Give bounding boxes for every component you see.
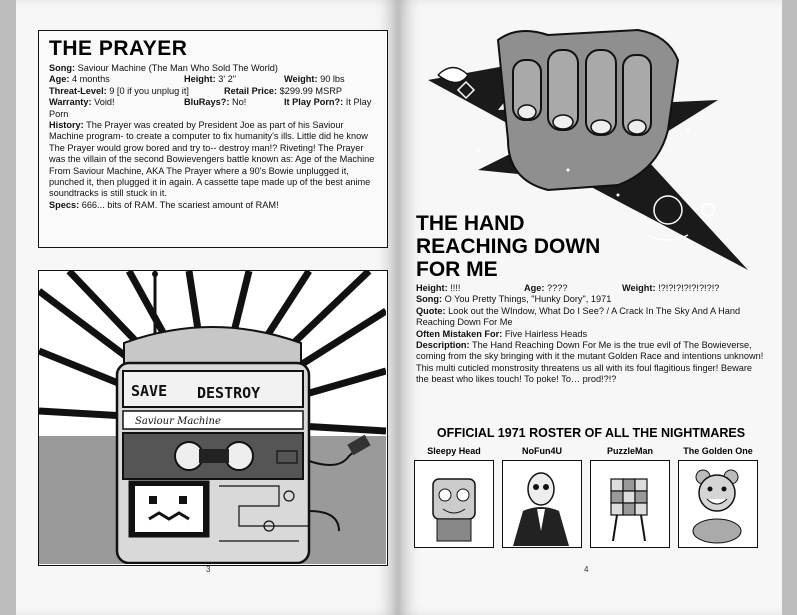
hand-description-label: Description: — [416, 340, 470, 351]
warranty-value: Void! — [94, 97, 115, 108]
roster-card-nofun4u — [502, 446, 582, 548]
hand-age-value: ???? — [546, 283, 568, 293]
song-label: Song: — [49, 63, 76, 73]
golden-one-portrait — [678, 460, 758, 548]
hand-title-line-1: THE HAND — [416, 212, 525, 235]
roster-card-puzzleman — [590, 446, 670, 548]
warranty-label: Warranty: — [49, 97, 92, 108]
saviour-machine-badge: Saviour Machine — [135, 416, 221, 427]
hand-quote-value: Look out the WIndow, What Do I See? / A Crack In The Sky And A Hand Reaching Down For Me — [416, 305, 741, 328]
roster-card-sleepy-head — [414, 446, 494, 548]
specs-paragraph — [49, 200, 377, 211]
song-value: Saviour Machine (The Man Who Sold The World) — [77, 63, 278, 73]
hand-stats-row — [416, 283, 766, 294]
hand-mistaken — [416, 329, 766, 340]
weight-label: Weight: — [284, 74, 318, 85]
nofun4u-portrait — [502, 460, 582, 548]
stats-row-4 — [49, 109, 377, 120]
weight-value: 90 lbs — [320, 74, 345, 85]
history-label: History: — [49, 120, 84, 131]
stats-row-2 — [49, 86, 377, 97]
left-page — [16, 0, 398, 615]
prayer-title: THE PRAYER — [49, 37, 188, 60]
hand-title-line-2: REACHING DOWN — [416, 235, 601, 258]
puzzleman-portrait — [590, 460, 670, 548]
right-page-number: 4 — [584, 565, 589, 574]
hand-weight-value: !?!?!?!?!?!?!?!? — [658, 283, 720, 293]
threat-value: 9 [0 if you unplug it] — [109, 85, 189, 96]
age-label: Age: — [49, 74, 70, 85]
left-page-number: 3 — [206, 565, 211, 574]
roster-card-golden-one — [678, 446, 758, 548]
stats-row-1 — [49, 74, 377, 85]
blurays-value: No! — [232, 97, 247, 108]
history-text: The Prayer was created by President Joe as part of his Saviour Machine program- to create a computer to fix humanity's ills. Little did he know The Prayer would grow bored and try to-- destroy man!? Riveting! The Prayer was the villain of the second Bowievengers battle known as: Age of the Machine From Saviour Machine, AKA The Prayer where a 90's Bowie unplugged it, punched it, then plugged it in again. A cassette tape made up of the best anime soundtracks is still stuck in it. — [49, 120, 375, 199]
height-label: Height: — [184, 74, 216, 85]
hand-mistaken-label: Often Mistaken For: — [416, 328, 503, 339]
hand-description — [416, 340, 766, 386]
porn-value-cont: Porn — [49, 108, 69, 119]
stats-row-3 — [49, 97, 377, 108]
roster-grid — [414, 446, 774, 556]
hand-profile — [416, 283, 766, 386]
hand-title — [416, 212, 626, 281]
hand-age-label: Age: — [524, 283, 545, 293]
porn-value: It Play — [345, 97, 372, 108]
age-value: 4 months — [71, 74, 110, 85]
blurays-label: BluRays?: — [184, 97, 230, 108]
height-value: 3' 2" — [218, 74, 236, 85]
history-paragraph — [49, 120, 377, 200]
roster-name: The Golden One — [683, 446, 753, 456]
right-page — [398, 0, 782, 615]
porn-label: It Play Porn?: — [284, 97, 344, 108]
retail-value: $299.99 MSRP — [279, 85, 342, 96]
roster-name: NoFun4U — [522, 446, 562, 456]
roster-name: PuzzleMan — [606, 446, 653, 456]
hand-song — [416, 294, 766, 305]
screen-destroy-text: DESTROY — [197, 384, 261, 402]
retail-label: Retail Price: — [224, 85, 278, 96]
sleepy-head-portrait — [414, 460, 494, 548]
radio-drawing — [39, 271, 386, 564]
hand-height-label: Height: — [416, 283, 448, 293]
hand-weight-label: Weight: — [622, 283, 656, 293]
hand-mistaken-value: Five Hairless Heads — [504, 328, 588, 339]
hand-song-label: Song: — [416, 294, 443, 305]
hand-song-value: O You Pretty Things, "Hunky Dory", 1971 — [444, 294, 612, 305]
song-row — [49, 63, 377, 74]
hand-quote-label: Quote: — [416, 305, 446, 316]
hand-height-value: !!!! — [450, 283, 461, 293]
hand-title-line-3: FOR ME — [416, 258, 498, 281]
roster-name: Sleepy Head — [427, 446, 481, 456]
specs-text: 666... bits of RAM. The scariest amount of RAM! — [81, 199, 279, 210]
threat-label: Threat-Level: — [49, 85, 107, 96]
saviour-machine-illustration — [38, 270, 388, 566]
screen-save-text: SAVE — [131, 382, 168, 400]
hand-description-value: The Hand Reaching Down For Me is the true evil of The Bowieverse, coming from the sky bringing with it the mutant Golden Race and intentions unknown! This multi cuticled monstrosity threatens us all with its foul flagitious finger! Beware the beast who likes touch! To poke! To… prod!?!? — [416, 340, 764, 385]
specs-label: Specs: — [49, 199, 80, 210]
hand-quote — [416, 306, 766, 329]
roster-title: OFFICIAL 1971 ROSTER OF ALL THE NIGHTMARES — [436, 426, 746, 440]
prayer-profile-box — [38, 30, 388, 248]
